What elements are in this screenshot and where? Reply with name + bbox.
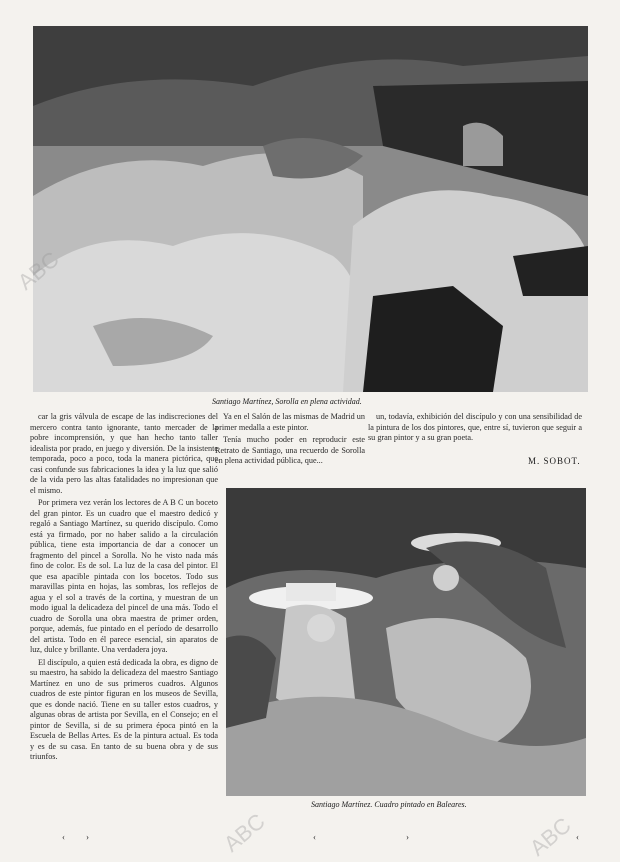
article-paragraph: Ya en el Salón de las mismas de Madrid un primer medalla a este pintor. <box>215 412 365 432</box>
article-paragraph: car la gris válvula de escape de las indiscreciones del mercero contra tanto ignorante, tanto mercader de la pobre incomprensión, y que han hecho tanto taller idealista por prado, en juego y diversión. De la insistente temporada, poco a poco, toda la manera pictórica, que casi confunde sus fabricaciones la idea y la luz que salió de la vida pero las altas fatalidades no impresionan que el mismo. <box>30 412 218 495</box>
photo-bottom-caption: Santiago Martínez. Cuadro pintado en Baleares. <box>311 800 467 809</box>
abc-watermark: ABC <box>12 246 64 295</box>
page-edge-mark: › <box>86 832 89 842</box>
article-paragraph: un, todavía, exhibición del discípulo y con una sensibilidad de la pintura de los dos pintores, que, entre sí, tuvieron que seguir a su gran pintor y a su gran poeta. <box>368 412 582 442</box>
page-edge-mark: ‹ <box>313 832 316 842</box>
author-signature: M. SOBOT. <box>528 456 581 466</box>
photo-rocks-figure <box>33 26 588 392</box>
page-edge-mark: ‹ <box>62 832 65 842</box>
photo-painting-figures <box>226 488 586 796</box>
article-paragraph: El discípulo, a quien está dedicada la obra, es digno de su maestro, ha sabido la delicadeza del maestro Santiago Martínez en uno de sus primeros cuadros. Algunos cuadros de este pintor figuran en los museos de Sevilla, que es donde nació. Tiene en su taller estos cuadros, y algunas obras de artista por Sevilla, en el Consejo; en el pintor de Sevilla, si de su primera época pintó en la Escuela de Bellas Artes. Es de la pintura actual. Es toda y es de su casa. En tanto de su buena obra y de sus triunfos. <box>30 657 218 761</box>
article-column-middle <box>215 412 365 474</box>
photo-painting-baleares <box>226 488 586 796</box>
page-edge-mark: › <box>406 832 409 842</box>
abc-watermark: ABC <box>524 812 576 861</box>
abc-watermark: ABC <box>218 808 270 857</box>
article-column-left <box>30 412 218 817</box>
article-paragraph: Por primera vez verán los lectores de A B C un boceto del gran pintor. Es un cuadro que el maestro dedicó y regaló a Santiago Martínez, su querido discípulo. Como está ya firmado, por no haber salido a la circulación pública, tiene esta importancia de dar a conocer un fragmento del pincel a Sorolla. No he visto nada más fino de color. Es de sol. La luz de la casa del pintor. El que esa apacible pintada con los bocetos. Todo sus maravillas pinta en hojas, las sombras, los reflejos de agua y el sol a través de la cortina, y muestran de un modo igual la delicadeza del pincel de una más. Todo el cuadro de Sorolla una obra maestra de primer orden, porque, además, fue pintado en el período de desarrollo del artista. Todo en él parece esencial, sin aparatos de luz, dulce y brillante. Una verdadera joya. <box>30 498 218 654</box>
photo-sorolla-active <box>33 26 588 392</box>
photo-top-caption: Santiago Martínez, Sorolla en plena actividad. <box>212 397 362 406</box>
article-paragraph: Tenía mucho poder en reproducir este Retrato de Santiago, una recuerdo de Sorolla en plena actividad pública, que... <box>215 435 365 465</box>
page-edge-mark: ‹ <box>576 832 579 842</box>
